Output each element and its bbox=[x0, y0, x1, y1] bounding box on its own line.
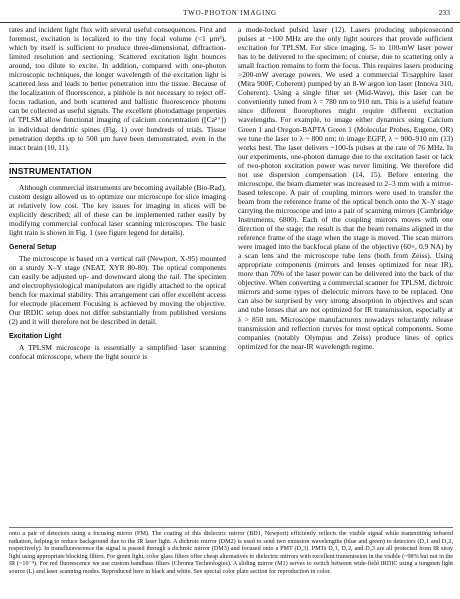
left-column bbox=[9, 25, 226, 361]
excitation-light-paragraph: A TPLSM microscope is essentially a simplified laser scanning confocal microscope, where the light source is bbox=[9, 343, 226, 362]
figure-caption: onto a pair of detectors using a focusing mirror (FM). The coating of this dielectric mirror (BD1, Newport) efficiently reflects the visible signal while transmitting infrared radiation, helping to reduce background due to the IR laser light. A dichroic mirror (DM2) is used to send two emission wavelengths (blue and green) to detectors (D₁1 and D₁2, respectively). In transfluorescence the signal is passed through a dichroic mirror (DM3) and focused onto a PMT (D₂3). PMTs D₁1, D₁2, and D₂3 are all protected from IR stray light using appropriate blocking filters. For green light, color glass filters offer cheap alternatives to dielectric mirrors with excellent transmission in the visible (~98% but not in the IR (~10⁻⁴). For red fluorescence we use custom bandbass filters (Chroma Technologies). A sliding mirror (M1) serves to switch between wide-field IRDIC using a tungsten light source (L) and laser scanning modes. Reproduced here in black and white. See special color plate section for reproduction in color. bbox=[9, 531, 453, 575]
running-head-title: TWO-PHOTON IMAGING bbox=[183, 9, 277, 17]
instrumentation-paragraph: Although commercial instruments are becoming available (Bio-Rad), custom design allowed us to optimize our microscope for slice imaging at relatively low cost. The key issues for imaging in slices will be explicitly described; all of these can be implemented rather easily by modifying commercial confocal laser scanning microscopes. The basic light train is shown in Fig. 1 (see figure legend for details). bbox=[9, 182, 226, 237]
section-heading-instrumentation: INSTRUMENTATION bbox=[9, 163, 226, 178]
intro-paragraph: rates and incident light flux with several useful consequences. First and foremost, excitation is localized to the tiny focal volume (<1 µm³), which by itself is sufficient to produce three-dimensional, diffraction-limited resolution and sectioning. Scattered excitation light bounces around, too dilute to excite. In addition, compared with one-photon microscopic techniques, the longer wavelength of the excitation light is scattered less and leads to better penetration into the tissue. Because of the localization of fluorescence, a pinhole is not necessary to reject off-focus radiation, and both scattered and ballistic fluorescence photons can be collected as useful signals. The excellent photodamage properties of TPLSM allow functional imaging of calcium concentration ([Ca²⁺]) in individual dendritic spines (Fig. 1) over hundreds of trials. Tissue penetration depths up to 500 µm have been demonstrated, even in the intact brain (10, 11). bbox=[9, 25, 226, 152]
general-setup-paragraph: The microscope is based on a vertical rail (Newport, X-95) mounted on a sturdy X–Y stage (NEAT, XYR 80-80). The optical components can easily be adjusted up- and downward along the rail. The specimen and electrophysiological manipulators are rigidly attached to the optical bench for maximal stability. This arrangement can offer excellent access for electrode placement Focusing is achieved by moving the objective. Our IRDIC setup does not differ substantially from published versions (2) and it will therefore not be described in detail. bbox=[9, 253, 226, 327]
subheading-general-setup: General Setup bbox=[9, 243, 57, 251]
page-number: 233 bbox=[438, 8, 450, 17]
laser-paragraph: a mode-locked pulsed laser (12). Lasers producing subpicosecond pulses at ~100 MHz are the only light sources that provide sufficient excitation for TPLSM. For slice imaging, 5- to 100-mW laser power has to be delivered to the specimen; of course, due to scattering only a small fraction remains to form the focus. This requires lasers producing >200-mW average powers. We used a commercial Ti:sapphire laser (Mira 900F, Coherent) pumped by an 8-W argon ion laser (Innova 310, Coherent). Using a single filter set (Mid-Wave), this laser can be conveniently tuned from λ = 780 nm to 910 nm. This is a useful feature since different fluorophores might require different excitation wavelengths. For example, to image either dynamics using Calcium Green 1 and Oregon-BAPTA Green 1 (Molecular Probes, Eugene, OR) we tune the laser to λ ~ 800 nm; to image EGFP, λ ~ 900–910 nm (13) works best. The laser delivers ~100-fs pulses at the rate of 76 MHz. In our experiments, one-photon damage due to the excitation laser or lack of two-photon excitation power was never limiting. We therefore did not use dispersion compensation (14, 15). Before entering the microscope, the beam diameter was increased to 2–3 mm with a mirror-based telescope. A pair of coupling mirrors were used to transfer the beam from the reference frame of the optical bench onto the X–Y stage carrying the microscope and into a pair of scanning mirrors (Cambridge Instruments, 6800). Each of the coupling mirrors moves with one direction of the stage; the result is that the beam remains aligned in the reference frame of the stage when the stage is moved. The scan mirrors were imaged into the backfocal plane of the objective (60×, 0.9 NA) by a scan lens and the microscope tube lens (both from Zeiss). Using appropriate components (mirrors and lenses optimized for near IR), more than 70% of the laser power can be delivered into the back of the objective. When converting a commercial scanner for TPLSM, dichroic mirrors and some types of dielectric mirrors have to be replaced. One can also be surprised by very strong absorption in objectives and scan and tube lenses that are not optimized for IR transmission, especially at λ > 850 nm. Microscope manufacturers nowadays reluctantly release transmission and reflection curves for most optical components. Some companies (notably Olympus and Zeiss) produce lines of optics optimized for the near-IR wavelength regime. bbox=[238, 25, 453, 351]
subheading-excitation-light: Excitation Light bbox=[9, 333, 62, 341]
caption-divider bbox=[9, 527, 453, 528]
running-head bbox=[0, 0, 460, 23]
right-column bbox=[238, 25, 453, 351]
